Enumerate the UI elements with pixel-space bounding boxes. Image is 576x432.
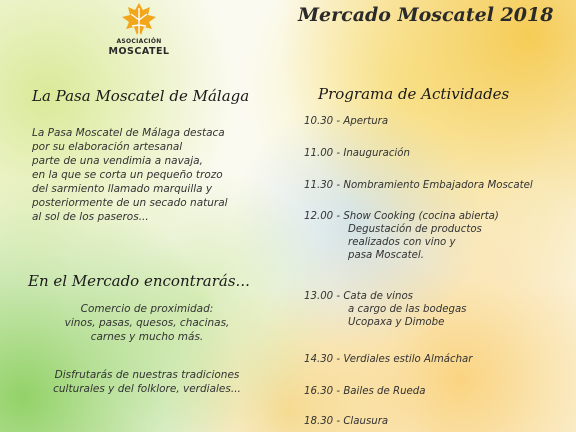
activity-detail: Degustación de productos [348, 224, 482, 235]
activity-item [304, 116, 388, 127]
activity-item [304, 291, 467, 328]
activity-text: 13.00 - Cata de vinos [304, 291, 413, 302]
paragraph-line: vinos, pasas, quesos, chacinas, [64, 317, 230, 329]
logo [104, 2, 174, 57]
paragraph-line: posteriormente de un secado natural [32, 197, 228, 209]
section2-heading: En el Mercado encontrarás... [28, 272, 250, 290]
activity-item [304, 354, 473, 365]
activity-text: 10.30 - Apertura [304, 116, 389, 127]
section1-paragraph [32, 126, 228, 224]
paragraph-line: culturales y del folklore, verdiales... [53, 383, 241, 395]
paragraph-line: Disfrutarás de nuestras tradiciones [54, 369, 240, 381]
activity-item [304, 211, 499, 261]
grape-leaf-icon [121, 2, 157, 36]
activity-detail: Ucopaxa y Dimobe [348, 317, 445, 328]
activities-heading: Programa de Actividades [318, 85, 510, 103]
paragraph-line: del sarmiento llamado marquilla y [32, 183, 213, 195]
paragraph-line: parte de una vendimia a navaja, [32, 155, 203, 167]
activity-text: 18.30 - Clausura [304, 416, 389, 427]
activity-item [304, 416, 388, 427]
activity-text: 16.30 - Bailes de Rueda [304, 386, 426, 397]
activity-detail: a cargo de las bodegas [348, 304, 467, 315]
paragraph-line: por su elaboración artesanal [32, 141, 183, 153]
activity-detail: realizados con vino y [348, 237, 456, 248]
activity-item [304, 148, 410, 159]
logo-line2: MOSCATEL [108, 46, 170, 57]
section2-paragraph2 [22, 368, 272, 396]
page-title: Mercado Moscatel 2018 [298, 4, 554, 26]
paragraph-line: al sol de los paseros... [32, 211, 149, 223]
activity-text: 11.30 - Nombramiento Embajadora Moscatel [304, 180, 533, 191]
logo-line1: ASOCIACIÓN [116, 38, 162, 45]
section2-paragraph1 [22, 302, 272, 344]
activity-item [304, 386, 426, 397]
activity-text: 11.00 - Inauguración [304, 148, 410, 159]
paragraph-line: La Pasa Moscatel de Málaga destaca [32, 127, 225, 139]
paragraph-line: carnes y mucho más. [90, 331, 204, 343]
activity-text: 14.30 - Verdiales estilo Almáchar [304, 354, 473, 365]
activity-text: 12.00 - Show Cooking (cocina abierta) [304, 211, 499, 222]
paragraph-line: Comercio de proximidad: [80, 303, 214, 315]
activity-item [304, 180, 533, 191]
section1-heading: La Pasa Moscatel de Málaga [32, 87, 250, 105]
paragraph-line: en la que se corta un pequeño trozo [32, 169, 223, 181]
activity-detail: pasa Moscatel. [348, 250, 425, 261]
